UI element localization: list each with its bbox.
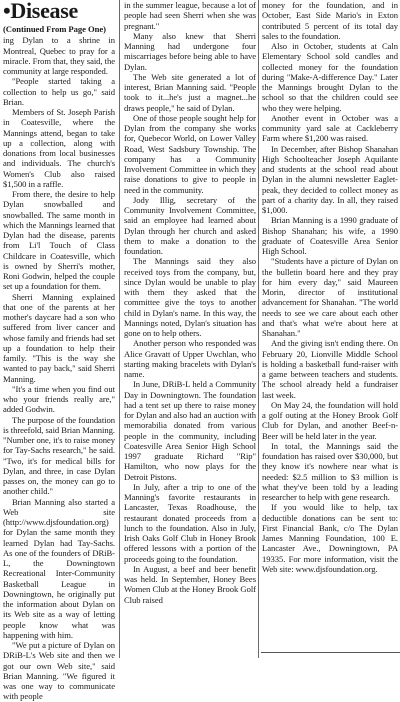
article-headline: •Disease	[3, 0, 78, 23]
article-end-rule	[261, 652, 400, 653]
paragraph: money for the foundation, and in October, East Side Mario's in Exton contributed 5 percent of its total day sales to the foundation.	[262, 0, 398, 41]
paragraph: "Students have a picture of Dylan on the bulletin board here and they pray for him every day," said Maureen Morin, director of institutional advancement for Shanahan. "The world needs to see we care about each other and that's what we're about here at Shanahan."	[262, 256, 398, 338]
paragraph: Sherri Manning explained that one of the parents at her mother's daycare had a son who suffered from liver cancer and whose family and friends had set up a foundation to help their family. "This is the way she wanted to pay back," said Sherri Manning.	[3, 291, 115, 384]
paragraph: From there, the desire to help Dylan snowballed and snowballed. The same month in which the Mannings learned that Dylan had the disease, parents from Li'l Touch of Class Childcare in Coatesville, which is owned by Sherri's mother, Roni Godwin, helped the couple set up a foundation for them.	[3, 189, 115, 292]
paragraph: Brian Manning is a 1990 graduate of Bishop Shanahan; his wife, a 1990 graduate of Coatesville Area Senior High School.	[262, 215, 398, 256]
paragraph: Also in October, students at Caln Elementary School sold candles and collected money for the foundation during "Make-A-difference Day." Later the Mannings brought Dylan to the school so that the children could see who they were helping.	[262, 41, 398, 113]
paragraph: And the giving isn't ending there. On February 20, Lionville Middle School is holding a basketball fund-raiser with a game between teachers and students. The school already held a fundraiser last week.	[262, 338, 398, 400]
paragraph: If you would like to help, tax deductible donations can be sent to: First Financial Bank, c/o The Dylan James Manning Foundation, 100 E. Lancaster Ave., Downingtown, PA 19335. For more information, visit the Web site: www.djsfoundation.org.	[262, 502, 398, 574]
paragraph: "People started taking a collection to help us go," said Brian.	[3, 76, 115, 107]
paragraph: Another event in October was a community yard sale at Cackleberry Farm where $1,200 was raised.	[262, 112, 398, 144]
paragraph: On May 24, the foundation will hold a golf outing at the Honey Brook Golf Club for Dylan, and another Beef-n-Beer will be held later in the year.	[262, 399, 398, 441]
continued-from-line: (Continued From Page One)	[3, 24, 106, 34]
paragraph: Jody Illig, secretary of the Community Involvement Committee, said an employee had learned about Dylan through her church and asked them to make a donation to the foundation.	[124, 194, 256, 256]
paragraph: One of those people sought help for Dylan from the company she works for, Quebecor World, on Lower Valley Road, West Sadsbury Township. The company has a Community Involvement Committee in which they raise donations to give to people in need in the community.	[124, 112, 256, 195]
paragraph: The Mannings said they also received toys from the company, but, since Dylan would be unable to play with them they asked that the committee give the toys to another child in Dylan's name. In this way, the Mannings noted, Dylan's situation has gone on to help others.	[124, 256, 256, 338]
paragraph: Another person who responded was Alice Gravatt of Upper Uwchlan, who starting making bracelets with Dylan's name.	[124, 338, 256, 379]
paragraph: In December, after Bishop Shanahan High Schoolteacher Joseph Aquilante and students at the school read about Dylan in the alumni newsletter Eaglet-peak, they decided to collect money as part of a charity day. In all, they raised $1,000.	[262, 143, 398, 215]
paragraph: Members of St. Joseph Parish in Coatesville, where the Mannings attend, began to take up a collection, along with donations from local businesses and individuals. The church's Women's Club also raised $1,500 in a raffle.	[3, 107, 115, 189]
column-divider	[119, 0, 120, 658]
paragraph: "It's a time when you find out who your friends really are," added Godwin.	[3, 383, 115, 415]
article-column-2	[124, 0, 256, 605]
paragraph: In July, after a trip to one of the Manning's favorite restaurants in Lancaster, Texas Roadhouse, the restaurant donated proceeds from a lunch to the foundation. Also in July, Irish Oaks Golf Club in Honey Brook offered lessons with a portion of the proceeds going to the foundation.	[124, 481, 256, 564]
paragraph: "We put a picture of Dylan on DRiB-L's Web site and then we got our own Web site," said Brian Manning. "We figured it was one way to communicate with people	[3, 640, 115, 702]
paragraph: in the summer league, because a lot of people had seen Sherri when she was pregnant."	[124, 0, 256, 31]
column-divider	[258, 0, 259, 658]
paragraph: The purpose of the foundation is threefold, said Brian Manning. "Number one, it's to raise money for Tay-Sachs research," he said. "Two, it's for medical bills for Dylan, and three, in case Dylan passes on, the money can go to another child."	[3, 414, 115, 497]
paragraph: ing Dylan to a shrine in Montreal, Quebec to pray for a miracle. From that, they said, the community at large responded.	[3, 35, 115, 76]
paragraph: In total, the Mannings said the foundation has raised over $30,000, but they know it's nowhere near what is needed: $2.5 million to $3 million is what they've been told by a leading researcher to help with gene research.	[262, 440, 398, 502]
paragraph: The Web site generated a lot of interest, Brian Manning said. "People took to it...he's just a magnet...he draws people," he said of Dylan.	[124, 71, 256, 113]
paragraph: In June, DRiB-L held a Community Day in Downingtown. The foundation had a tent set up there to raise money for Dylan and also had an auction with memorabilia donated from various people in the community, including Coatesville Area Senior High School 1997 graduate Richard "Rip" Hamilton, who now plays for the Detroit Pistons.	[124, 379, 256, 482]
article-column-3	[262, 0, 398, 574]
article-column-1	[3, 0, 115, 702]
paragraph: In August, a beef and beer benefit was held. In September, Honey Bees Women Club at the Honey Brook Golf Club raised	[124, 563, 256, 605]
paragraph: Brian Manning also started a Web site (http://www.djsfoundation.org) for Dylan the same month they learned Dylan had Tay-Sachs. As one of the founders of DRiB-L, the Downingtown Recreational Inter-Community Basketball League in Downingtown, he originally put the information about Dylan on its Web site as a way of letting people know what was happening with him.	[3, 496, 115, 640]
paragraph: Many also knew that Sherri Manning had undergone four miscarriages before being able to have Dylan.	[124, 30, 256, 72]
